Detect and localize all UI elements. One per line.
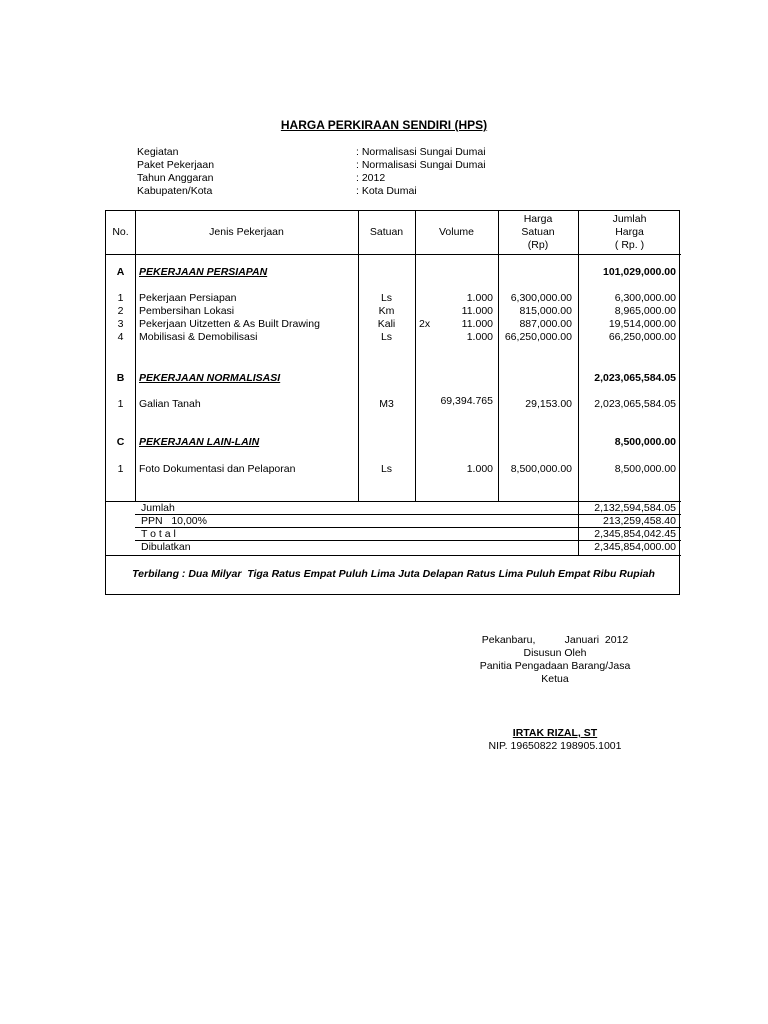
item-no: 1 bbox=[117, 398, 124, 410]
header-harga: Harga bbox=[523, 213, 553, 225]
section-total: 8,500,000.00 bbox=[614, 436, 676, 448]
item-harga: 29,153.00 bbox=[525, 398, 572, 410]
item-volume: 1.000 bbox=[466, 463, 493, 475]
item-satuan: M3 bbox=[379, 398, 394, 410]
summary-label-total: T o t a l bbox=[141, 528, 176, 540]
item-satuan: Km bbox=[378, 305, 395, 317]
item-harga: 6,300,000.00 bbox=[510, 292, 572, 304]
item-harga: 887,000.00 bbox=[519, 318, 572, 330]
header-jumlah: Harga bbox=[615, 226, 644, 238]
amount-in-words: Terbilang : Dua Milyar Tiga Ratus Empat Puluh Lima Juta Delapan Ratus Lima Puluh Empat Ribu Rupiah bbox=[132, 568, 655, 580]
item-jumlah: 66,250,000.00 bbox=[608, 331, 676, 343]
header-jumlah: ( Rp. ) bbox=[614, 239, 645, 251]
item-name: Mobilisasi & Demobilisasi bbox=[139, 331, 258, 343]
item-jumlah: 6,300,000.00 bbox=[614, 292, 676, 304]
header-harga: (Rp) bbox=[527, 239, 549, 251]
header-harga: Satuan bbox=[521, 226, 555, 238]
item-volume: 69,394.765 bbox=[440, 395, 493, 407]
summary-value-dibulatkan: 2,345,854,000.00 bbox=[594, 541, 676, 553]
item-no: 2 bbox=[117, 305, 124, 317]
item-harga: 815,000.00 bbox=[519, 305, 572, 317]
section-code: B bbox=[116, 372, 125, 384]
section-title: PEKERJAAN NORMALISASI bbox=[139, 372, 281, 384]
item-satuan: Ls bbox=[380, 331, 393, 343]
summary-value-ppn: 213,259,458.40 bbox=[603, 515, 676, 527]
item-name: Pembersihan Lokasi bbox=[139, 305, 235, 317]
signature-role: Ketua bbox=[541, 673, 569, 685]
summary-value-total: 2,345,854,042.45 bbox=[594, 528, 676, 540]
document-title: HARGA PERKIRAAN SENDIRI (HPS) bbox=[280, 118, 488, 132]
item-name: Galian Tanah bbox=[139, 398, 201, 410]
header-divider bbox=[106, 254, 681, 255]
signature-prepared-by: Disusun Oleh bbox=[523, 647, 587, 659]
info-value-tahun: : 2012 bbox=[356, 172, 386, 184]
summary-label-jumlah: Jumlah bbox=[141, 502, 175, 514]
info-value-kegiatan: : Normalisasi Sungai Dumai bbox=[356, 146, 486, 158]
info-label-kota: Kabupaten/Kota bbox=[137, 185, 213, 197]
item-no: 1 bbox=[117, 463, 124, 475]
item-volume: 11.000 bbox=[461, 305, 493, 317]
header-satuan: Satuan bbox=[369, 226, 404, 238]
item-name: Pekerjaan Uitzetten & As Built Drawing bbox=[139, 318, 320, 330]
terbilang-divider bbox=[106, 555, 681, 556]
item-no: 1 bbox=[117, 292, 124, 304]
item-multiplier: 2x bbox=[419, 318, 431, 330]
item-jumlah: 8,965,000.00 bbox=[614, 305, 676, 317]
header-jenis: Jenis Pekerjaan bbox=[209, 226, 284, 238]
item-name: Foto Dokumentasi dan Pelaporan bbox=[139, 463, 296, 475]
info-value-paket: : Normalisasi Sungai Dumai bbox=[356, 159, 486, 171]
info-label-kegiatan: Kegiatan bbox=[137, 146, 179, 158]
item-volume: 1.000 bbox=[466, 292, 493, 304]
summary-label-dibulatkan: Dibulatkan bbox=[141, 541, 191, 553]
section-code: A bbox=[116, 266, 125, 278]
signature-place-date: Pekanbaru, Januari 2012 bbox=[481, 634, 629, 646]
item-jumlah: 2,023,065,584.05 bbox=[594, 398, 676, 410]
item-no: 3 bbox=[117, 318, 124, 330]
item-volume: 11.000 bbox=[461, 318, 493, 330]
header-no: No. bbox=[112, 226, 129, 238]
item-no: 4 bbox=[117, 331, 124, 343]
item-satuan: Ls bbox=[380, 292, 393, 304]
summary-value-jumlah: 2,132,594,584.05 bbox=[594, 502, 676, 514]
signature-committee: Panitia Pengadaan Barang/Jasa bbox=[479, 660, 631, 672]
section-total: 101,029,000.00 bbox=[603, 266, 676, 278]
info-label-tahun: Tahun Anggaran bbox=[137, 172, 214, 184]
info-label-paket: Paket Pekerjaan bbox=[137, 159, 215, 171]
hps-table bbox=[105, 210, 680, 595]
item-jumlah: 19,514,000.00 bbox=[608, 318, 676, 330]
item-jumlah: 8,500,000.00 bbox=[614, 463, 676, 475]
summary-label-ppn: PPN 10,00% bbox=[141, 515, 207, 527]
signatory-name: IRTAK RIZAL, ST bbox=[512, 727, 598, 739]
item-volume: 1.000 bbox=[466, 331, 493, 343]
section-total: 2,023,065,584.05 bbox=[594, 372, 676, 384]
item-harga: 8,500,000.00 bbox=[510, 463, 572, 475]
section-title: PEKERJAAN PERSIAPAN bbox=[139, 266, 268, 278]
signatory-nip: NIP. 19650822 198905.1001 bbox=[488, 740, 622, 752]
header-volume: Volume bbox=[438, 226, 475, 238]
item-name: Pekerjaan Persiapan bbox=[139, 292, 237, 304]
item-satuan: Ls bbox=[380, 463, 393, 475]
header-jumlah: Jumlah bbox=[612, 213, 647, 225]
section-code: C bbox=[116, 436, 125, 448]
item-harga: 66,250,000.00 bbox=[504, 331, 572, 343]
item-satuan: Kali bbox=[377, 318, 396, 330]
section-title: PEKERJAAN LAIN-LAIN bbox=[139, 436, 260, 448]
info-value-kota: : Kota Dumai bbox=[356, 185, 417, 197]
